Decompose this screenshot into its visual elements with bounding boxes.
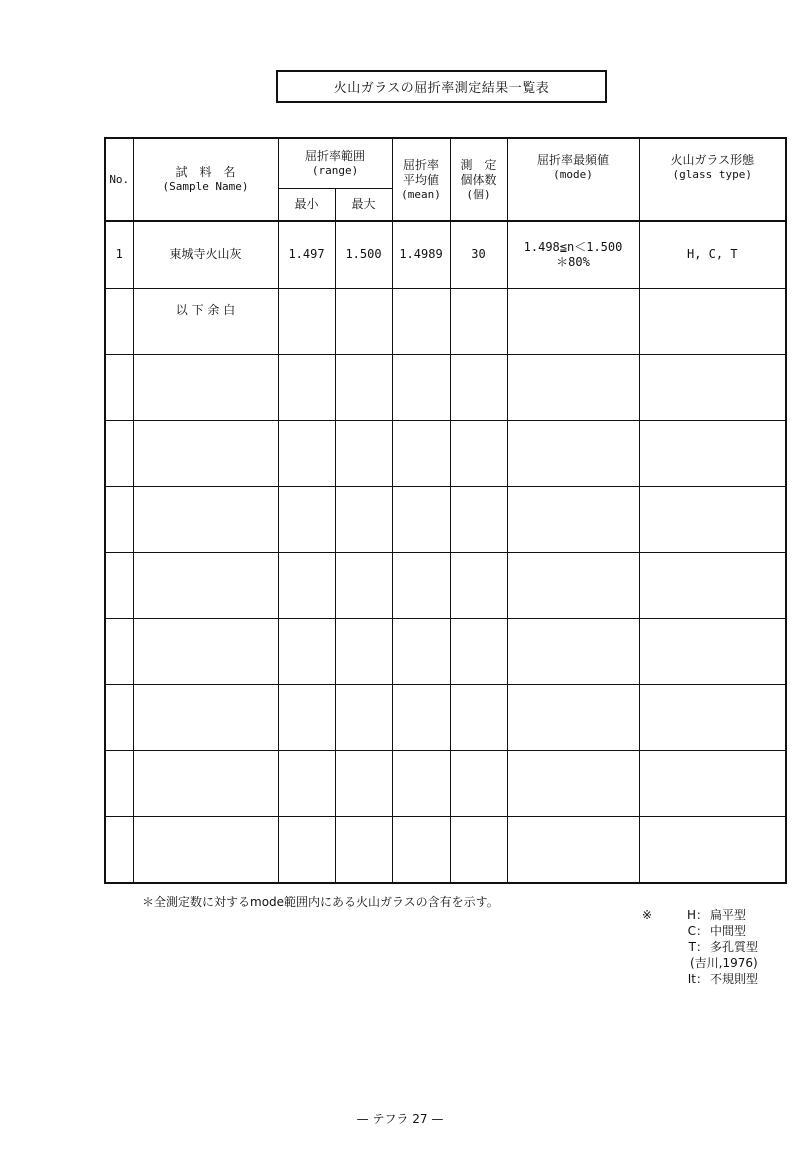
cell-no: 1: [105, 221, 133, 288]
cell-sample: 東城寺火山灰: [133, 221, 278, 288]
legend-row: It ： 不規則型: [687, 972, 759, 986]
refractive-index-table: [104, 137, 787, 884]
cell-max: 1.500: [335, 221, 392, 288]
header-max: 最大: [335, 188, 392, 221]
table-row: [105, 619, 786, 685]
cell-count: 30: [450, 221, 507, 288]
page-number: — テフラ 27 —: [356, 1112, 444, 1126]
cell-sample-blank-note: 以 下 余 白: [133, 288, 278, 354]
table-row: [105, 288, 786, 354]
cell-min: 1.497: [278, 221, 335, 288]
cell-glass: H, C, T: [639, 221, 786, 288]
table-row: [105, 751, 786, 817]
legend-mark: ※: [642, 908, 653, 922]
legend-citation: (吉川,1976): [690, 956, 758, 970]
header-glass-type: 火山ガラス形態 (glass type): [639, 138, 786, 221]
document-title-text: 火山ガラスの屈折率測定結果一覧表: [333, 81, 550, 96]
header-sample-name-ja: 試 料 名: [175, 165, 236, 180]
table-row: [105, 685, 786, 751]
table-row: [105, 420, 786, 486]
table-row: [105, 354, 786, 420]
glass-type-legend: [642, 907, 758, 987]
header-mode: 屈折率最頻値 (mode): [507, 138, 639, 221]
header-range: [278, 138, 392, 188]
header-mean: 屈折率 平均値 (mean): [392, 138, 450, 221]
table-row: [105, 817, 786, 883]
header-min: 最小: [278, 188, 335, 221]
legend-row: ※ H ： 扁平型: [642, 908, 747, 922]
legend-row: C ： 中間型: [687, 924, 747, 938]
header-sample-name-en: (Sample Name): [162, 180, 249, 194]
document-title: [276, 70, 607, 103]
table-row: [105, 486, 786, 552]
table-row: [105, 552, 786, 618]
header-sample-name: [133, 138, 278, 221]
header-no: No.: [105, 138, 133, 221]
legend-row: T ： 多孔質型: [688, 940, 759, 954]
table-row: [105, 221, 786, 288]
header-range-en: (range): [311, 163, 359, 177]
cell-mode: 1.498≦n＜1.500 ＊80%: [507, 221, 639, 288]
header-range-ja: 屈折率範囲: [305, 148, 366, 163]
cell-mean: 1.4989: [392, 221, 450, 288]
header-count: 測 定 個体数 (個): [450, 138, 507, 221]
footnote: ＊全測定数に対するmode範囲内にある火山ガラスの含有を示す。: [142, 895, 499, 909]
